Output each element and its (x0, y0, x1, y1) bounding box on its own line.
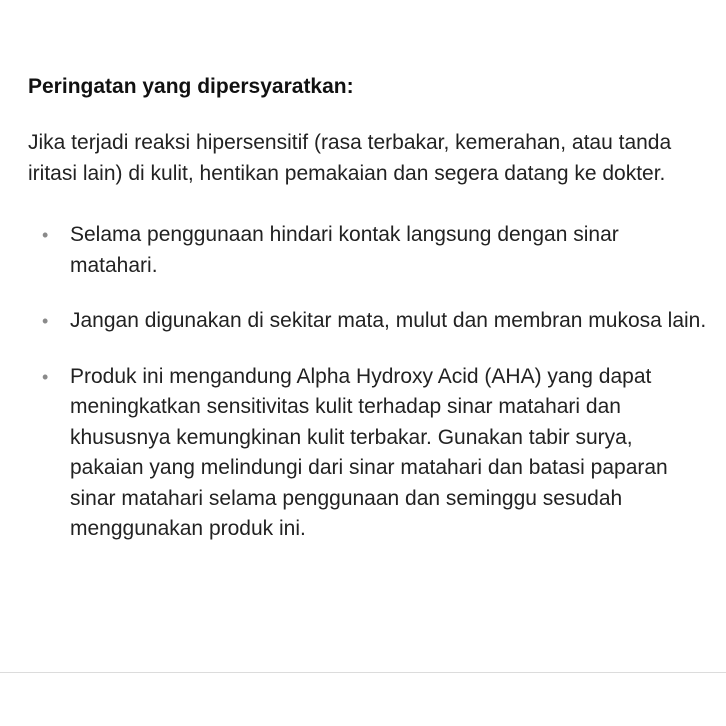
warning-list (28, 220, 708, 545)
warning-text: Produk ini mengandung Alpha Hydroxy Acid (AHA) yang dapat meningkatkan sensitivitas kulit terhadap sinar matahari dan khususnya kemungkinan kulit terbakar. Gunakan tabir surya, pakaian yang melindungi dari sinar matahari dan batasi paparan sinar matahari selama penggunaan dan seminggu sesudah menggunakan produk ini. (70, 364, 668, 540)
warning-text: Selama penggunaan hindari kontak langsung dengan sinar matahari. (70, 223, 619, 277)
section-heading: Peringatan yang dipersyaratkan: (28, 75, 354, 98)
warning-text: Jangan digunakan di sekitar mata, mulut dan membran mukosa lain. (70, 309, 707, 332)
warning-list-item (28, 362, 708, 545)
warning-list-item (28, 220, 708, 281)
intro-paragraph: Jika terjadi reaksi hipersensitif (rasa terbakar, kemerahan, atau tanda iritasi lain) di kulit, hentikan pemakaian dan segera datang ke dokter. (28, 131, 672, 185)
bullet-dot-icon: • (42, 225, 49, 245)
bullet-dot-icon: • (42, 311, 49, 331)
warning-section (28, 72, 708, 570)
warning-list-item (28, 306, 708, 337)
bottom-divider (0, 672, 726, 673)
bullet-dot-icon: • (42, 366, 49, 387)
